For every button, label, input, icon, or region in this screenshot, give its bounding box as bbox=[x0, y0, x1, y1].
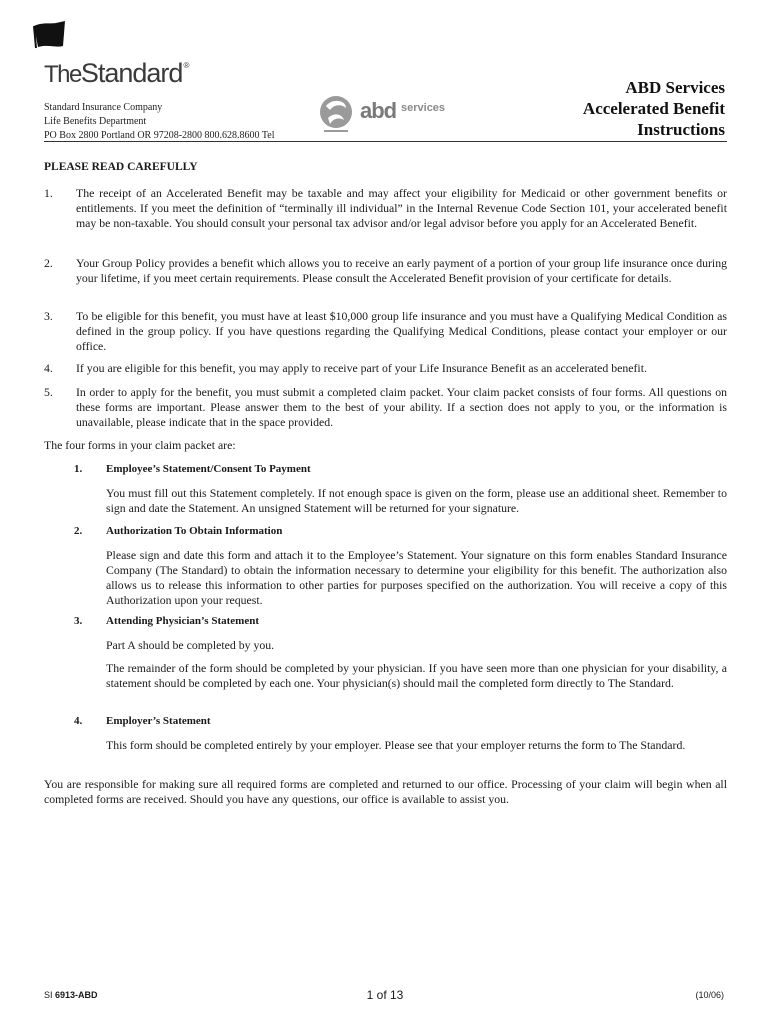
item-number: 2. bbox=[44, 256, 53, 270]
instruction-item bbox=[44, 256, 727, 286]
flag-icon bbox=[32, 20, 66, 50]
company-address bbox=[44, 101, 275, 143]
item-number: 5. bbox=[44, 385, 53, 399]
section-heading: PLEASE READ CAREFULLY bbox=[44, 161, 198, 173]
logo-standard: Standard bbox=[80, 58, 183, 88]
form-title-text: Authorization To Obtain Information bbox=[106, 525, 283, 537]
form-number: 1. bbox=[74, 463, 83, 475]
instruction-item bbox=[44, 385, 727, 430]
item-text: If you are eligible for this benefit, you may apply to receive part of your Life Insurance Benefit as an accelerated benefit. bbox=[76, 361, 647, 375]
revision-date: (10/06) bbox=[695, 990, 724, 1000]
closing-paragraph: You are responsible for making sure all required forms are completed and returned to our office. Processing of your claim will begin when all completed forms are received. Should you have any questions, our office is available to assist you. bbox=[44, 777, 727, 806]
item-number: 3. bbox=[44, 309, 53, 323]
company-logo bbox=[44, 60, 189, 87]
form-number: 3. bbox=[74, 615, 83, 627]
abd-services-logo bbox=[318, 94, 458, 136]
form-number: 2. bbox=[74, 525, 83, 537]
title-line-3: Instructions bbox=[637, 120, 725, 139]
form-code-prefix: SI bbox=[44, 990, 56, 1000]
form-title bbox=[74, 463, 311, 475]
page-number: 1 of 13 bbox=[366, 988, 404, 1002]
abd-logo-services: services bbox=[401, 102, 446, 114]
form-description: The remainder of the form should be completed by your physician. If you have seen more than one physician for your disability, a statement should be completed by each one. Your physician(s) should mail the completed form directly to The Standard. bbox=[106, 661, 727, 690]
form-description: Please sign and date this form and attach it to the Employee’s Statement. Your signature on this form enables Standard Insurance Company (The Standard) to obtain the information necessary to determine your eligibility for this benefit. The authorization also allows us to release this information to other parties for purposes specified on the authorization. You will receive a copy of this Authorization upon your request. bbox=[106, 548, 727, 607]
title-line-1: ABD Services bbox=[625, 78, 725, 97]
item-text: In order to apply for the benefit, you must submit a completed claim packet. Your claim packet consists of four forms. All questions on these forms are important. Please answer them to the best of your ability. If a section does not apply to you, or the information is unavailable, please indicate that in the space provided. bbox=[76, 385, 727, 429]
instruction-item bbox=[44, 361, 727, 376]
form-title bbox=[74, 615, 259, 627]
instruction-item bbox=[44, 309, 727, 354]
abd-swirl-icon bbox=[318, 94, 354, 136]
company-name: Standard Insurance Company bbox=[44, 102, 163, 113]
form-description: This form should be completed entirely by your employer. Please see that your employer returns the form to The Standard. bbox=[106, 738, 686, 752]
form-description: Part A should be completed by you. bbox=[106, 638, 275, 652]
item-text: To be eligible for this benefit, you must have at least $10,000 group life insurance and you must have a Qualifying Medical Condition as defined in the group policy. If you have questions regarding the Qualifying Medical Conditions, please contact your employer or our office. bbox=[76, 309, 727, 353]
header-divider bbox=[44, 141, 727, 142]
instruction-item bbox=[44, 186, 727, 231]
logo-registered-mark: ® bbox=[183, 61, 190, 70]
form-title-text: Attending Physician’s Statement bbox=[106, 615, 259, 627]
form-description: You must fill out this Statement completely. If not enough space is given on the form, please use an additional sheet. Remember to sign and date the Statement. An unsigned Statement will be returned for your signature. bbox=[106, 486, 727, 515]
form-title bbox=[74, 715, 211, 727]
address-line: PO Box 2800 Portland OR 97208-2800 800.628.8600 Tel bbox=[44, 130, 275, 141]
document-title bbox=[583, 77, 725, 140]
logo-the: The bbox=[44, 61, 81, 88]
department-name: Life Benefits Department bbox=[44, 116, 147, 127]
form-title-text: Employer’s Statement bbox=[106, 715, 211, 727]
form-number: 4. bbox=[74, 715, 83, 727]
item-text: Your Group Policy provides a benefit which allows you to receive an early payment of a portion of your group life insurance once during your lifetime, if you meet certain requirements. Please consult the Accelerated Benefit provision of your certificate for details. bbox=[76, 256, 727, 285]
title-line-2: Accelerated Benefit bbox=[582, 99, 725, 118]
abd-logo-text: abd bbox=[360, 98, 397, 123]
form-code-number: 6913-ABD bbox=[55, 990, 98, 1000]
item-number: 1. bbox=[44, 186, 53, 200]
form-title bbox=[74, 525, 282, 537]
item-text: The receipt of an Accelerated Benefit may be taxable and may affect your eligibility for Medicaid or other government benefits or entitlements. If you meet the definition of “terminally ill individual” in the Internal Revenue Code Section 101, your accelerated benefit may be non-taxable. You should consult your personal tax advisor and/or legal advisor before you apply for an Accelerated Benefit. bbox=[76, 186, 727, 230]
forms-intro: The four forms in your claim packet are: bbox=[44, 438, 236, 452]
form-title-text: Employee’s Statement/Consent To Payment bbox=[106, 463, 311, 475]
item-number: 4. bbox=[44, 361, 53, 375]
